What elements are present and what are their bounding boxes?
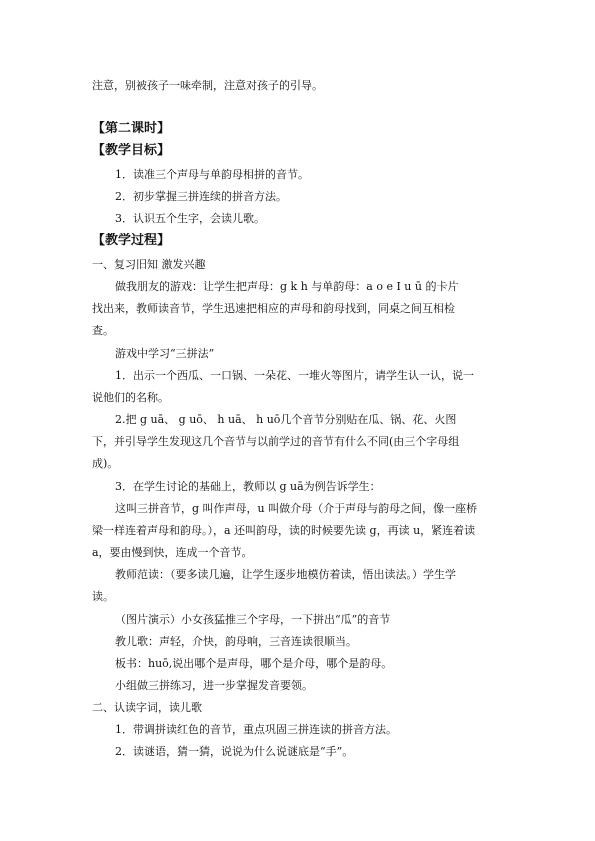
list-item: 1．带调拼读红色的音节，重点巩固三拼连读的拼音方法。 <box>115 723 397 736</box>
paragraph-line: 这叫三拼音节，g 叫作声母，u 叫做介母（介于声母与韵母之间，像一座桥 <box>115 502 478 515</box>
paragraph-line: （图片演示）小女孩猛推三个字母，一下拼出“瓜”的音节 <box>115 613 391 626</box>
section-title: 一、复习旧知 激发兴趣 <box>92 258 206 271</box>
paragraph-line: 成)。 <box>92 457 119 470</box>
paragraph-line: 1．出示一个西瓜、一口锅、一朵花、一堆火等图片，请学生认一认，说一 <box>115 369 474 382</box>
paragraph-line: a，要由慢到快，连成一个音节。 <box>92 546 253 559</box>
paragraph-line: 找出来，教师读音节，学生迅速把相应的声母和韵母找到，同桌之间互相检 <box>92 302 455 315</box>
section-title: 二、认读字词，读儿歌 <box>92 701 202 714</box>
paragraph-line: 下，并引导学生发现这几个音节与以前学过的音节有什么不同(由三个字母组 <box>92 435 460 448</box>
paragraph-line: 游戏中学习“三拼法” <box>115 347 215 360</box>
paragraph-line: 3．在学生讨论的基础上，教师以 g uā为例告诉学生： <box>115 480 381 493</box>
paragraph-line: 梁一样连着声母和韵母。），a 还叫韵母，读的时候要先读 g，再读 u，紧连着读 <box>92 524 476 537</box>
goal-item: 1．读准三个声母与单韵母相拼的音节。 <box>115 168 309 181</box>
goal-item: 3．认识五个生字，会读儿歌。 <box>115 212 265 225</box>
goal-item: 2．初步掌握三拼连续的拼音方法。 <box>115 190 287 203</box>
list-item: 2．读谜语，猜一猜，说说为什么说谜底是“手”。 <box>115 745 354 758</box>
paragraph-line: 板书：huō,说出哪个是声母，哪个是介母，哪个是韵母。 <box>115 657 393 670</box>
paragraph-line: 说他们的名称。 <box>92 391 169 404</box>
paragraph-line: 小组做三拼练习，进一步掌握发音要领。 <box>115 679 313 692</box>
paragraph-line: 读。 <box>92 590 114 603</box>
process-heading: 【教学过程】 <box>92 233 171 248</box>
paragraph-line: 做我朋友的游戏：让学生把声母：g k h 与单韵母：a o e I u ū 的卡片 <box>115 280 459 293</box>
goals-heading: 【教学目标】 <box>92 143 171 158</box>
paragraph-line: 查。 <box>92 324 114 337</box>
lesson-heading: 【第二课时】 <box>92 121 171 136</box>
intro-text: 注意，别被孩子一味牵制，注意对孩子的引导。 <box>92 79 323 92</box>
paragraph-line: 教师范读：（要多读几遍，让学生逐步地模仿着读，悟出读法。）学生学 <box>115 568 456 581</box>
paragraph-line: 2.把 g uā、 g uō、 h uā、 h uō几个音节分别贴在瓜、锅、花、火图 <box>115 413 457 426</box>
paragraph-line: 教儿歌：声轻，介快，韵母响，三音连读很顺当。 <box>115 635 357 648</box>
